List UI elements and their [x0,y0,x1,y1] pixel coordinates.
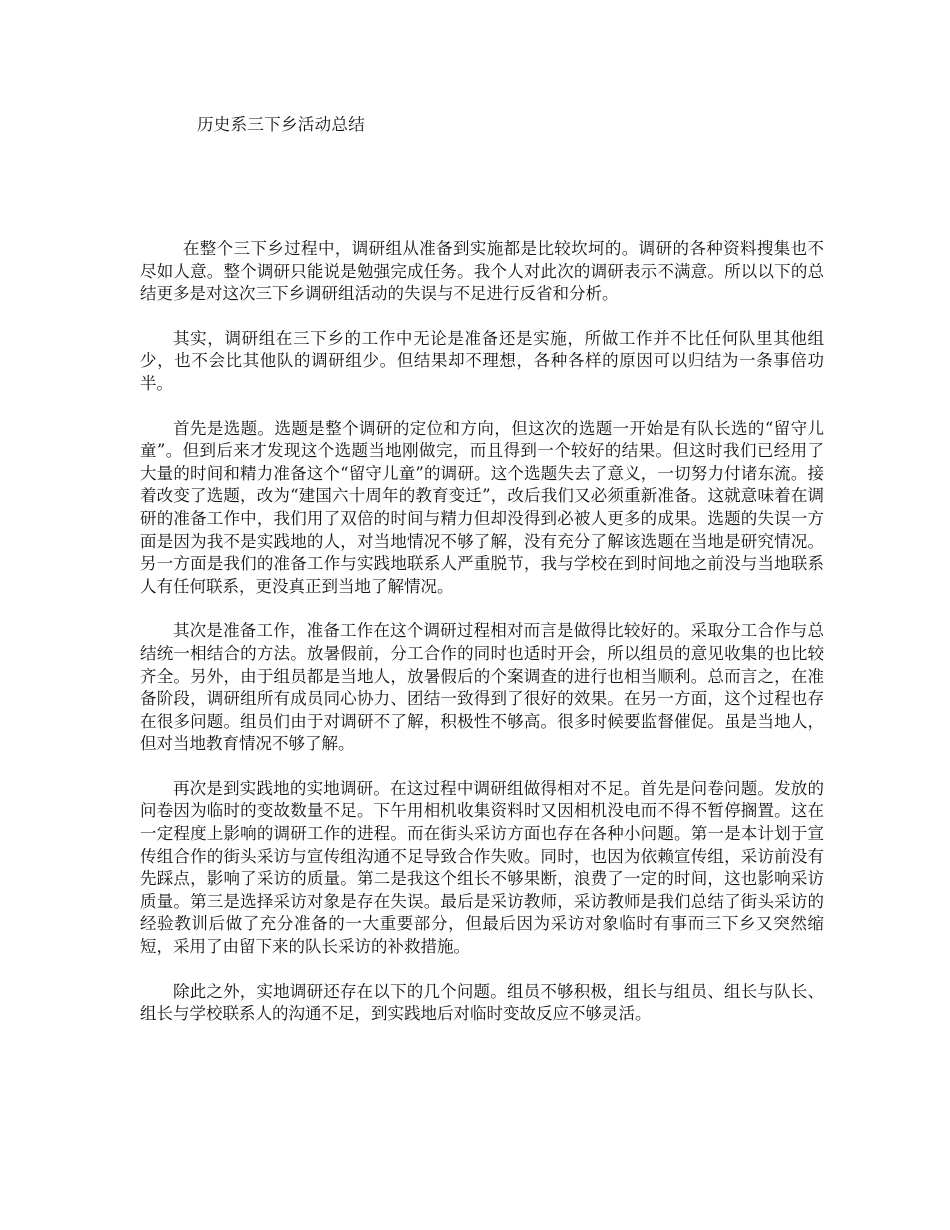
document-title: 历史系三下乡活动总结 [197,115,365,134]
paragraph-other-issues: 除此之外，实地调研还存在以下的几个问题。组员不够积极，组长与组员、组长与队长、组长与学校联系人的沟通不足，到实践地后对临时变故反应不够灵活。 [140,981,824,1024]
paragraph-preparation: 其次是准备工作，准备工作在这个调研过程相对而言是做得比较好的。采取分工合作与总结统一相结合的方法。放暑假前，分工合作的同时也适时开会，所以组员的意见收集的也比较齐全。另外，由于组员都是当地人，放暑假后的个案调查的进行也相当顺利。总而言之，在准备阶段，调研组所有成员同心协力、团结一致得到了很好的效果。在另一方面，这个过程也存在很多问题。组员们由于对调研不了解，积极性不够高。很多时候要监督催促。虽是当地人，但对当地教育情况不够了解。 [140,621,824,754]
paragraph-intro: 在整个三下乡过程中，调研组从准备到实施都是比较坎坷的。调研的各种资料搜集也不尽如人意。整个调研只能说是勉强完成任务。我个人对此次的调研表示不满意。所以以下的总结更多是对这次三下乡调研组活动的失误与不足进行反省和分析。 [140,239,824,304]
paragraph-overview: 其实，调研组在三下乡的工作中无论是准备还是实施，所做工作并不比任何队里其他组少，也不会比其他队的调研组少。但结果却不理想，各种各样的原因可以归结为一条事倍功半。 [140,328,824,393]
document-body [140,238,824,1048]
paragraph-field-research: 再次是到实践地的实地调研。在这过程中调研组做得相对不足。首先是问卷问题。发放的问卷因为临时的变故数量不足。下午用相机收集资料时又因相机没电而不得不暂停搁置。这在一定程度上影响的调研工作的进程。而在街头采访方面也存在各种小问题。第一是本计划于宣传组合作的街头采访与宣传组沟通不足导致合作失败。同时，也因为依赖宣传组，采访前没有先踩点，影响了采访的质量。第二是我这个组长不够果断，浪费了一定的时间，这也影响采访质量。第三是选择采访对象是存在失误。最后是采访教师，采访教师是我们总结了街头采访的经验教训后做了充分准备的一大重要部分，但最后因为采访对象临时有事而三下乡又突然缩短，采用了由留下来的队长采访的补救措施。 [140,778,824,957]
paragraph-topic-selection: 首先是选题。选题是整个调研的定位和方向，但这次的选题一开始是有队长选的“留守儿童”。但到后来才发现这个选题当地刚做完，而且得到一个较好的结果。但这时我们已经用了大量的时间和精力准备这个“留守儿童”的调研。这个选题失去了意义，一切努力付诸东流。接着改变了选题，改为“建国六十周年的教育变迁”，改后我们又必须重新准备。这就意味着在调研的准备工作中，我们用了双倍的时间与精力但却没得到必被人更多的成果。选题的失误一方面是因为我不是实践地的人，对当地情况不够了解，没有充分了解该选题在当地是研究情况。另一方面是我们的准备工作与实践地联系人严重脱节，我与学校在到时间地之前没与当地联系人有任何联系，更没真正到当地了解情况。 [140,418,824,596]
